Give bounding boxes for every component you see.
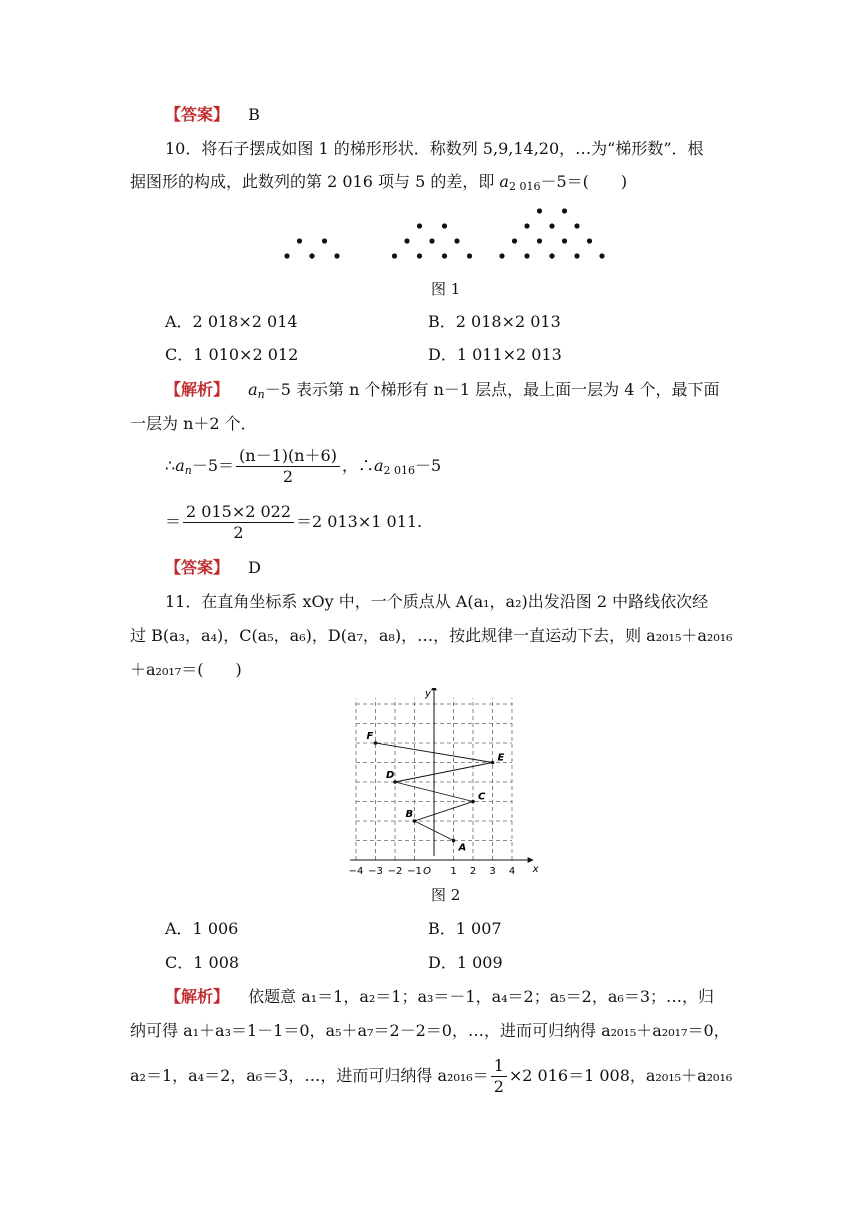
stone-dot xyxy=(524,253,529,258)
x-axis-arrow xyxy=(528,857,534,863)
stone-dot xyxy=(537,208,542,213)
stone-dot xyxy=(404,238,409,243)
q10-stem-line1: 10．将石子摆成如图 1 的梯形形状．称数列 5,9,14,20，…为“梯形数”．根 xyxy=(165,139,704,158)
path-point-b xyxy=(413,819,417,823)
y-axis-arrow xyxy=(431,688,437,690)
q10-option-d[interactable]: D．1 011×2 013 xyxy=(428,345,562,364)
stone-dot xyxy=(284,253,289,258)
stone-dot xyxy=(512,238,517,243)
x-tick-label: 4 xyxy=(508,866,516,874)
q11-analysis-text1: 依题意 a₁＝1，a₂＝1；a₃＝－1，a₄＝2；a₅＝2，a₆＝3；…，归 xyxy=(248,987,714,1006)
q11-option-c[interactable]: C．1 008 xyxy=(165,953,240,972)
fraction xyxy=(236,446,340,487)
stone-dot xyxy=(574,223,579,228)
q11-option-d[interactable]: D．1 009 xyxy=(428,953,503,972)
stone-dot xyxy=(574,253,579,258)
q11-stem-line3: ＋a₂₀₁₇＝( ) xyxy=(130,660,242,679)
stone-dot xyxy=(549,253,554,258)
formula-sub-2016: 2 016 xyxy=(383,464,416,477)
q11-analysis-text3a: a₂＝1，a₄＝2，a₆＝3，…，进而可归纳得 a₂₀₁₆＝ xyxy=(130,1066,489,1085)
stone-dot xyxy=(454,238,459,243)
stone-dot xyxy=(429,238,434,243)
q11-option-b[interactable]: B．1 007 xyxy=(428,919,502,938)
fraction-half-denominator: 2 xyxy=(493,1077,504,1096)
formula2-eq: ＝ xyxy=(165,512,182,531)
formula-sub-n: n xyxy=(184,464,192,477)
q10-var: a xyxy=(499,172,509,191)
fraction-half-numerator: 1 xyxy=(491,1056,507,1077)
stone-dot xyxy=(562,238,567,243)
q10-option-b[interactable]: B．2 018×2 013 xyxy=(428,312,561,331)
point-label: A xyxy=(458,842,467,854)
stone-dot xyxy=(537,238,542,243)
stone-dot xyxy=(392,253,397,258)
q10-stem-line2 xyxy=(130,171,627,193)
q10-stem-tail: －5＝( ) xyxy=(540,172,628,191)
q11-stem-line1: 11．在直角坐标系 xOy 中，一个质点从 A(a₁，a₂)出发沿图 2 中路线依次经 xyxy=(165,592,709,611)
x-tick-label: 3 xyxy=(489,866,496,874)
stone-dot xyxy=(524,223,529,228)
q10-sub-n: n xyxy=(257,388,265,401)
figure1-stones xyxy=(270,200,610,270)
q11-analysis-line2: 纳可得 a₁＋a₃＝1－1＝0，a₅＋a₇＝2－2＝0，…，进而可归纳得 a₂₀₁₅＋a₂₀₁₇＝0， xyxy=(130,1021,730,1040)
x-tick-label: −2 xyxy=(387,866,403,874)
q11-analysis-line3 xyxy=(130,1056,732,1097)
formula2-result: ＝2 013×1 011. xyxy=(296,512,423,531)
x-tick-label: −3 xyxy=(368,866,383,874)
answer-tag: 【答案】 xyxy=(165,558,230,577)
q10-option-a[interactable]: A．2 018×2 014 xyxy=(165,312,298,331)
stone-dot xyxy=(417,253,422,258)
stone-dot xyxy=(442,223,447,228)
q10-formula2 xyxy=(165,502,422,543)
stone-dot xyxy=(309,253,314,258)
q11-analysis-line1 xyxy=(165,986,714,1008)
point-label: B xyxy=(405,809,414,820)
stone-dot xyxy=(499,253,504,258)
x-tick-label: 1 xyxy=(450,866,457,874)
stone-dot xyxy=(549,223,554,228)
q10-subscript: 2 016 xyxy=(508,180,541,193)
q11-analysis-text3b: ×2 016＝1 008，a₂₀₁₅＋a₂₀₁₆ xyxy=(508,1066,733,1085)
stone-dot xyxy=(562,208,567,213)
q10-formula1 xyxy=(165,446,441,487)
analysis-tag: 【解析】 xyxy=(165,380,230,399)
path-point-f xyxy=(374,741,378,745)
stone-dots xyxy=(284,208,604,258)
q10-analysis-text: －5 表示第 n 个梯形有 n－1 层点，最上面一层为 4 个，最下面 xyxy=(264,380,720,399)
figure2-caption: 图 2 xyxy=(431,886,461,904)
x-tick-label: 2 xyxy=(469,866,477,874)
q10-analysis-line2: 一层为 n＋2 个． xyxy=(130,414,257,433)
figure1-caption: 图 1 xyxy=(431,280,461,298)
fraction2-denominator: 2 xyxy=(233,523,244,542)
fraction-half xyxy=(491,1056,507,1097)
point-label: F xyxy=(366,731,374,742)
x-tick-label: −1 xyxy=(407,866,422,874)
answer-line-q10 xyxy=(165,557,261,579)
q11-option-a[interactable]: A．1 006 xyxy=(165,919,239,938)
x-tick-label: O xyxy=(423,866,431,874)
stone-dot xyxy=(297,238,302,243)
stone-dot xyxy=(417,223,422,228)
stone-dot xyxy=(322,238,327,243)
point-label: E xyxy=(497,752,505,764)
formula-var-a2: a xyxy=(373,456,384,475)
path-point-e xyxy=(491,761,495,765)
stone-dot xyxy=(587,238,592,243)
point-label: C xyxy=(478,791,486,803)
q11-stem-line2: 过 B(a₃，a₄)，C(a₅，a₆)，D(a₇，a₈)，…，按此规律一直运动下去，则 a₂₀₁₅＋a₂₀₁₆ xyxy=(130,626,733,645)
fraction-denominator: 2 xyxy=(282,467,294,486)
figure2-graph xyxy=(338,688,550,874)
analysis-tag: 【解析】 xyxy=(165,987,230,1006)
therefore-symbol: ∴ xyxy=(165,456,176,475)
answer-tag: 【答案】 xyxy=(165,105,230,124)
formula-tail: －5 xyxy=(415,456,442,475)
path-point-a xyxy=(452,839,456,843)
x-axis-label: x xyxy=(532,864,539,874)
point-label: D xyxy=(386,770,395,781)
axes xyxy=(350,688,533,863)
stone-dot xyxy=(334,253,339,258)
fraction-numerator: (n－1)(n＋6) xyxy=(236,446,340,467)
q10-stem-text: 据图形的构成，此数列的第 2 016 项与 5 的差，即 xyxy=(130,172,500,191)
q10-option-c[interactable]: C．1 010×2 012 xyxy=(165,345,299,364)
formula-sep: ，∴ xyxy=(341,456,374,475)
y-axis-label: y xyxy=(425,688,431,700)
q10-var-a: a xyxy=(248,380,258,399)
formula-eq: －5＝ xyxy=(191,456,235,475)
answer-value: D xyxy=(248,558,261,577)
fraction2 xyxy=(183,502,294,543)
formula-var-a: a xyxy=(175,456,185,475)
answer-line-q9 xyxy=(165,104,260,126)
fraction2-numerator: 2 015×2 022 xyxy=(183,502,294,523)
path-point-c xyxy=(471,800,475,804)
q10-analysis-line1 xyxy=(165,379,720,401)
stone-dot xyxy=(442,253,447,258)
x-tick-label: −4 xyxy=(348,866,364,874)
graph-labels xyxy=(349,688,539,874)
stone-dot xyxy=(599,253,604,258)
answer-value: B xyxy=(248,105,260,124)
stone-dot xyxy=(467,253,472,258)
